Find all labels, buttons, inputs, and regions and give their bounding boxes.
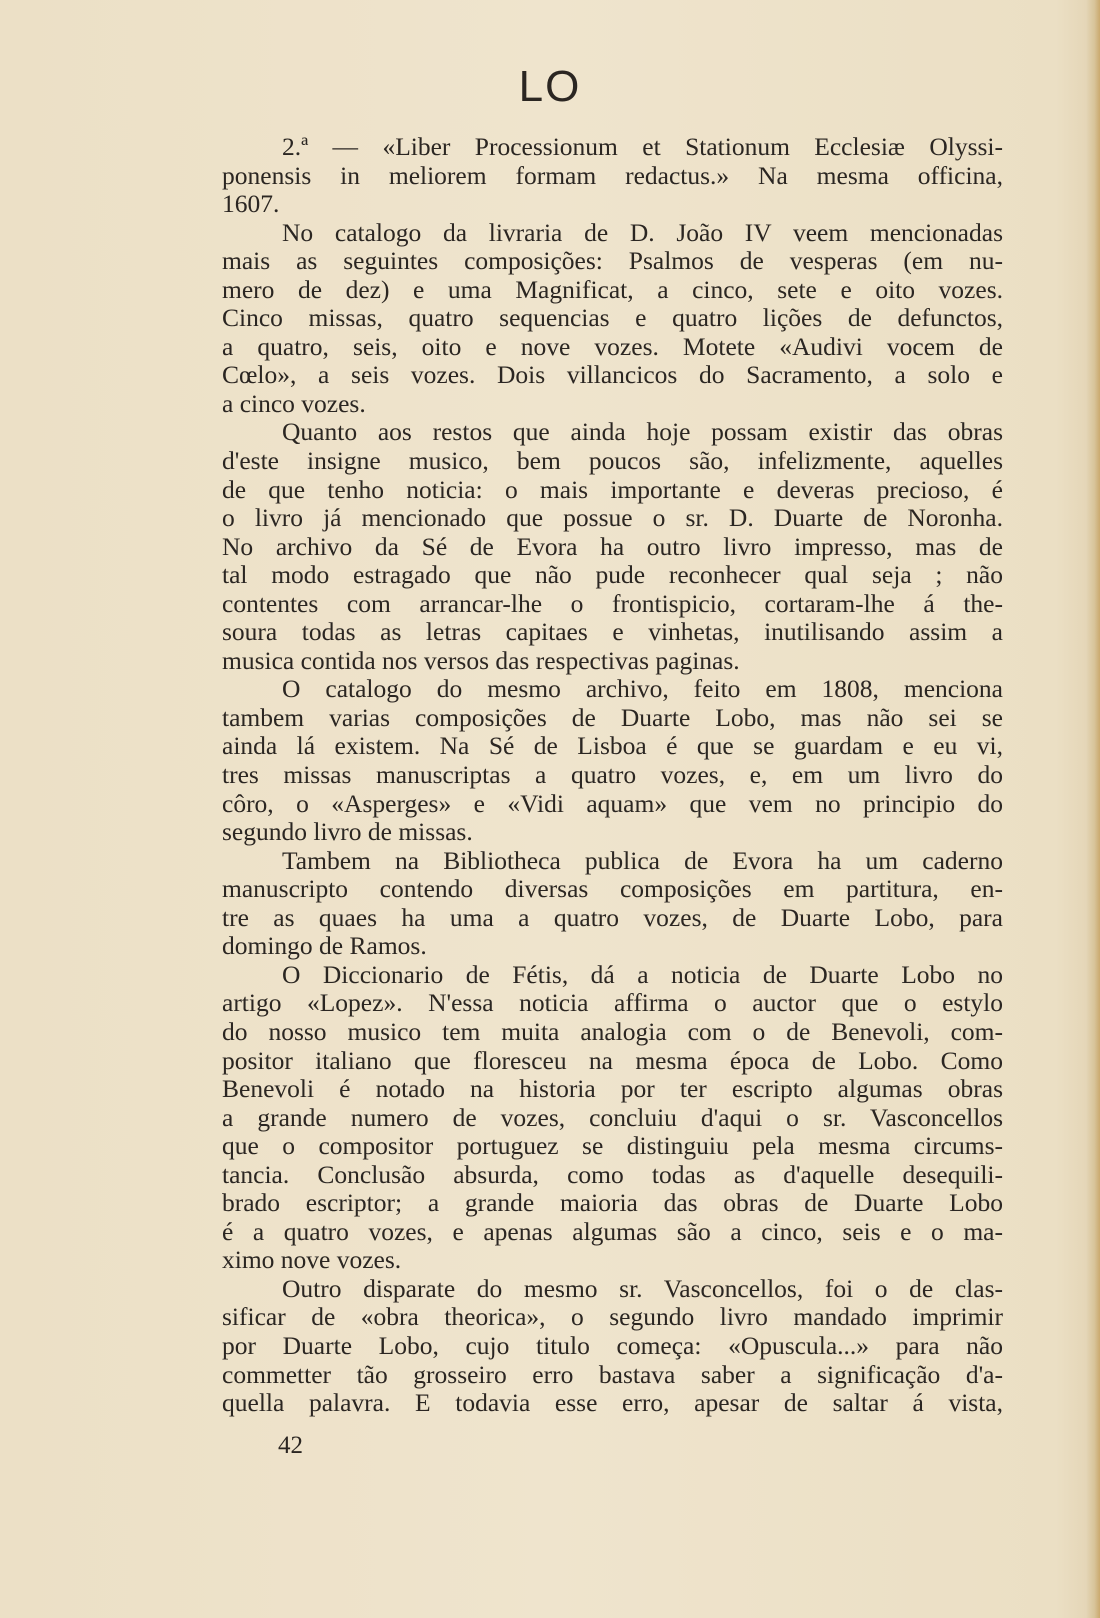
page-edge <box>1086 0 1100 1618</box>
text-line: é a quatro vozes, e apenas algumas são a cinco, seis e o ma- <box>222 1217 1003 1246</box>
text-line: Cinco missas, quatro sequencias e quatro lições de defunctos, <box>222 304 1003 333</box>
text-line: domingo de Ramos. <box>222 932 427 961</box>
text-line: Cœlo», a seis vozes. Dois villancicos do Sacramento, a solo e <box>222 361 1003 390</box>
text-line: ainda lá existem. Na Sé de Lisboa é que se guardam e eu vi, <box>222 732 1003 761</box>
text-line: o livro já mencionado que possue o sr. D. Duarte de Noronha. <box>222 504 1003 533</box>
text-line: No catalogo da livraria de D. João IV veem mencionadas <box>282 218 1003 247</box>
text-line: Outro disparate do mesmo sr. Vasconcellos, foi o de clas- <box>282 1274 1003 1303</box>
text-line: mais as seguintes composições: Psalmos de vesperas (em nu- <box>222 247 1003 276</box>
text-line: 1607. <box>222 190 280 219</box>
text-line: contentes com arrancar-lhe o frontispicio, cortaram-lhe á the- <box>222 589 1003 618</box>
text-line: No archivo da Sé de Evora ha outro livro impresso, mas de <box>222 532 1003 561</box>
text-line: a cinco vozes. <box>222 389 366 418</box>
text-line: por Duarte Lobo, cujo titulo começa: «Opuscula...» para não <box>222 1331 1003 1360</box>
text-line: de que tenho noticia: o mais importante e deveras precioso, é <box>222 475 1003 504</box>
text-line: mero de dez) e uma Magnificat, a cinco, sete e oito vozes. <box>222 275 1003 304</box>
running-head: LO <box>518 62 582 111</box>
text-line: O Diccionario de Fétis, dá a noticia de Duarte Lobo no <box>282 960 1003 989</box>
text-line: tancia. Conclusão absurda, como todas as d'aquelle desequili- <box>222 1160 1003 1189</box>
text-line: segundo livro de missas. <box>222 818 473 847</box>
text-line: sificar de «obra theorica», o segundo livro mandado imprimir <box>222 1303 1003 1332</box>
text-line: ximo nove vozes. <box>222 1246 402 1275</box>
text-line: d'este insigne musico, bem poucos são, infelizmente, aquelles <box>222 447 1003 476</box>
text-line: manuscripto contendo diversas composições em partitura, en- <box>222 875 1003 904</box>
page-number: 42 <box>278 1432 303 1459</box>
text-line: a grande numero de vozes, concluiu d'aqui o sr. Vasconcellos <box>222 1103 1003 1132</box>
text-line: côro, o «Asperges» e «Vidi aquam» que vem no principio do <box>222 789 1003 818</box>
text-line: Benevoli é notado na historia por ter escripto algumas obras <box>222 1075 1003 1104</box>
text-line: 2.ª — «Liber Processionum et Stationum Ecclesiæ Olyssi- <box>282 133 1003 161</box>
text-line: quella palavra. E todavia esse erro, apesar de saltar á vista, <box>222 1389 1003 1418</box>
text-line: musica contida nos versos das respectivas paginas. <box>222 646 740 675</box>
text-line: O catalogo do mesmo archivo, feito em 1808, menciona <box>282 675 1003 704</box>
text-line: do nosso musico tem muita analogia com o de Benevoli, com- <box>222 1017 1003 1046</box>
text-line: soura todas as letras capitaes e vinhetas, inutilisando assim a <box>222 618 1003 647</box>
text-line: ponensis in meliorem formam redactus.» Na mesma officina, <box>222 161 1003 190</box>
text-line: tre as quaes ha uma a quatro vozes, de Duarte Lobo, para <box>222 903 1003 932</box>
text-line: tambem varias composições de Duarte Lobo, mas não sei se <box>222 703 1003 732</box>
text-line: Quanto aos restos que ainda hoje possam existir das obras <box>282 418 1003 447</box>
text-line: que o compositor portuguez se distinguiu pela mesma circums- <box>222 1132 1003 1161</box>
text-line: positor italiano que floresceu na mesma época de Lobo. Como <box>222 1046 1003 1075</box>
text-line: a quatro, seis, oito e nove vozes. Motete «Audivi vocem de <box>222 332 1003 361</box>
text-line: Tambem na Bibliotheca publica de Evora ha um caderno <box>282 846 1003 875</box>
text-line: tres missas manuscriptas a quatro vozes, e, em um livro do <box>222 761 1003 790</box>
text-line: brado escriptor; a grande maioria das obras de Duarte Lobo <box>222 1189 1003 1218</box>
text-line: artigo «Lopez». N'essa noticia affirma o auctor que o estylo <box>222 989 1003 1018</box>
text-line: commetter tão grosseiro erro bastava saber a significação d'a- <box>222 1360 1003 1389</box>
text-line: tal modo estragado que não pude reconhecer qual seja ; não <box>222 561 1003 590</box>
body-text <box>222 133 1003 1418</box>
